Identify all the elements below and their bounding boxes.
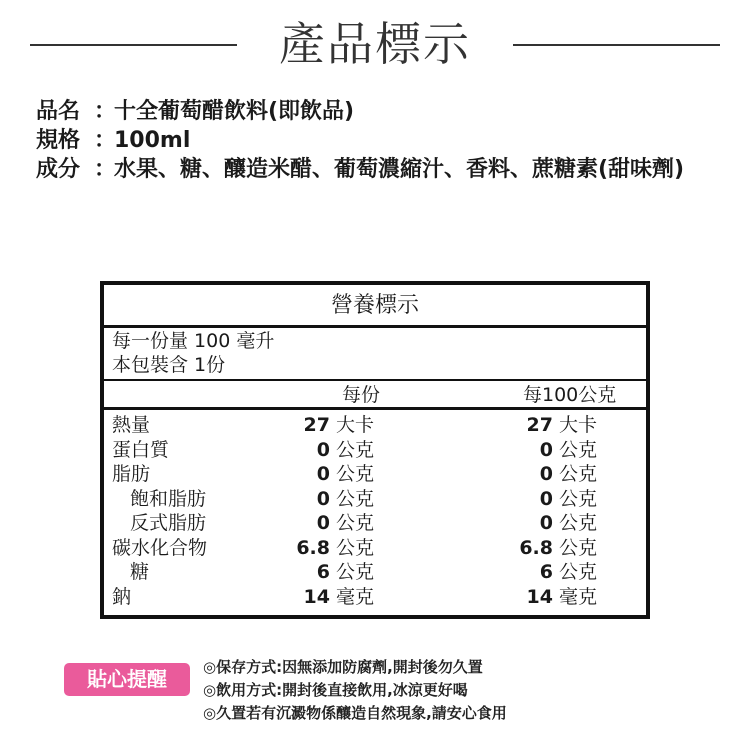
tip-line: ◎保存方式:因無添加防腐劑,開封後勿久置 [203, 658, 483, 676]
tip-line: ◎飲用方式:開封後直接飲用,冰涼更好喝 [203, 681, 468, 699]
per-100-value: 27 [526, 414, 553, 436]
per-serving-value: 6 [316, 561, 330, 583]
per-serving-unit: 毫克 [336, 585, 375, 608]
per-100-unit: 公克 [559, 438, 598, 461]
spec-value: 十全葡萄醋飲料(即飲品) [114, 99, 355, 124]
per-100-unit: 公克 [559, 561, 598, 583]
per-100-unit: 大卡 [559, 414, 598, 436]
spec-key: 規格 [36, 128, 81, 153]
per-serving-value: 0 [316, 487, 330, 510]
nutrient-label: 鈉 [112, 585, 132, 608]
per-100-value: 14 [526, 585, 553, 608]
serving-size: 每一份量 100 毫升 [112, 330, 275, 352]
page-title: 產品標示 [279, 17, 471, 71]
title-rule-right [513, 44, 720, 46]
per-100-value: 6.8 [519, 536, 553, 559]
per-serving-value: 27 [303, 414, 330, 436]
nutrition-title: 營養標示 [330, 293, 419, 318]
spec-key: 品名 [36, 99, 81, 124]
per-serving-unit: 公克 [336, 463, 375, 485]
nutrient-label: 飽和脂肪 [130, 487, 207, 510]
spec-colon: ： [94, 128, 117, 153]
spec-row-ingredients [36, 155, 726, 184]
per-100-value: 6 [539, 561, 553, 583]
tips-badge: 貼心提醒 [64, 663, 190, 696]
product-spec [36, 97, 726, 184]
nutrient-label: 脂肪 [112, 463, 151, 485]
spec-colon: ： [94, 157, 117, 182]
spec-value: 水果、糖、釀造米醋、葡萄濃縮汁、香料、蔗糖素(甜味劑) [114, 157, 685, 182]
per-serving-value: 0 [316, 438, 330, 461]
nutrient-label: 熱量 [112, 414, 151, 436]
per-serving-unit: 公克 [336, 438, 375, 461]
per-serving-unit: 公克 [336, 536, 375, 559]
per-100-unit: 公克 [559, 463, 598, 485]
title-rule-left [30, 44, 237, 46]
spec-key: 成分 [36, 157, 81, 182]
per-serving-value: 0 [316, 512, 330, 534]
per-serving-unit: 公克 [336, 561, 375, 583]
per-serving-unit: 大卡 [336, 414, 375, 436]
tips-list [203, 656, 507, 725]
per-100-value: 0 [539, 463, 553, 485]
per-100-value: 0 [539, 487, 553, 510]
spec-value: 100ml [114, 128, 191, 153]
tip-line: ◎久置若有沉澱物係釀造自然現象,請安心食用 [203, 704, 507, 722]
per-serving-value: 14 [303, 585, 330, 608]
divider [104, 325, 646, 328]
per-100-unit: 毫克 [559, 585, 598, 608]
per-100-value: 0 [539, 438, 553, 461]
nutrient-label: 糖 [130, 561, 150, 583]
nutrient-label: 反式脂肪 [130, 512, 207, 534]
divider [104, 407, 646, 410]
nutrient-label: 蛋白質 [112, 438, 170, 461]
nutrition-facts-panel [100, 281, 650, 619]
per-100-unit: 公克 [559, 536, 598, 559]
per-100-unit: 公克 [559, 487, 598, 510]
per-serving-unit: 公克 [336, 512, 375, 534]
spec-row-name [36, 97, 726, 126]
per-100-unit: 公克 [559, 512, 598, 534]
spec-colon: ： [94, 99, 117, 124]
spec-row-size [36, 126, 726, 155]
servings-per-pack: 本包裝含 1份 [112, 354, 226, 376]
col-header-per-100: 每100公克 [523, 384, 617, 406]
per-serving-unit: 公克 [336, 487, 375, 510]
col-header-per-serving: 每份 [342, 384, 381, 406]
nutrient-label: 碳水化合物 [112, 536, 208, 559]
per-serving-value: 0 [316, 463, 330, 485]
per-100-value: 0 [539, 512, 553, 534]
divider [104, 379, 646, 381]
per-serving-value: 6.8 [296, 536, 330, 559]
